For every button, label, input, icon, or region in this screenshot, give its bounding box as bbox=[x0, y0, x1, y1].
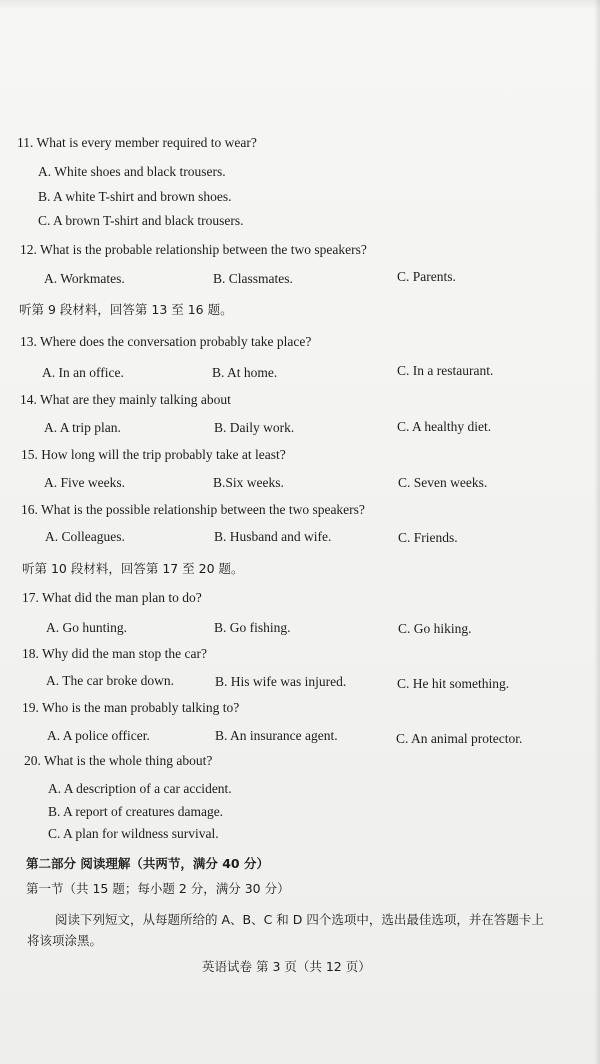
page-footer: 英语试卷 第 3 页（共 12 页） bbox=[202, 959, 371, 974]
question-13-option-c: C. In a restaurant. bbox=[397, 363, 494, 378]
instruction-segment-9: 听第 9 段材料，回答第 13 至 16 题。 bbox=[19, 302, 233, 317]
question-13-option-b: B. At home. bbox=[212, 365, 278, 380]
question-18-stem: 18. Why did the man stop the car? bbox=[22, 646, 207, 661]
question-17-option-a: A. Go hunting. bbox=[46, 620, 127, 635]
question-16-option-a: A. Colleagues. bbox=[45, 529, 125, 544]
question-12-option-a: A. Workmates. bbox=[44, 271, 125, 286]
question-18-option-a: A. The car broke down. bbox=[46, 673, 174, 688]
part-2-heading: 第二部分 阅读理解（共两节，满分 40 分） bbox=[26, 856, 269, 871]
question-13-stem: 13. Where does the conversation probably take place? bbox=[20, 334, 312, 349]
question-16-option-c: C. Friends. bbox=[398, 530, 458, 545]
question-20-stem: 20. What is the whole thing about? bbox=[24, 753, 213, 768]
question-19-option-a: A. A police officer. bbox=[47, 728, 150, 743]
question-19-option-c: C. An animal protector. bbox=[396, 731, 523, 746]
question-11-stem: 11. What is every member required to wear? bbox=[17, 135, 257, 150]
question-17-option-b: B. Go fishing. bbox=[214, 620, 291, 635]
question-15-stem: 15. How long will the trip probably take at least? bbox=[21, 447, 286, 462]
question-18-option-b: B. His wife was injured. bbox=[215, 674, 347, 689]
question-15-option-c: C. Seven weeks. bbox=[398, 475, 488, 490]
question-16-stem: 16. What is the possible relationship between the two speakers? bbox=[21, 502, 365, 517]
section-1-heading: 第一节（共 15 题；每小题 2 分，满分 30 分） bbox=[26, 881, 290, 896]
question-20-option-c: C. A plan for wildness survival. bbox=[48, 826, 219, 841]
question-17-stem: 17. What did the man plan to do? bbox=[22, 590, 202, 605]
scan-shadow-edge bbox=[594, 0, 600, 1064]
question-18-option-c: C. He hit something. bbox=[397, 676, 510, 691]
scan-shadow-top bbox=[0, 0, 600, 10]
question-12-option-b: B. Classmates. bbox=[213, 271, 293, 286]
question-20-option-a: A. A description of a car accident. bbox=[48, 781, 232, 796]
question-11-option-a: A. White shoes and black trousers. bbox=[38, 164, 226, 179]
question-13-option-a: A. In an office. bbox=[42, 365, 124, 380]
question-12-stem: 12. What is the probable relationship between the two speakers? bbox=[20, 242, 367, 257]
question-11-option-b: B. A white T-shirt and brown shoes. bbox=[38, 189, 232, 204]
instruction-segment-10: 听第 10 段材料，回答第 17 至 20 题。 bbox=[22, 561, 244, 576]
question-14-stem: 14. What are they mainly talking about bbox=[20, 392, 231, 407]
question-12-option-c: C. Parents. bbox=[397, 269, 456, 284]
question-20-option-b: B. A report of creatures damage. bbox=[48, 804, 224, 819]
question-11-option-c: C. A brown T-shirt and black trousers. bbox=[38, 213, 244, 228]
question-14-option-a: A. A trip plan. bbox=[44, 420, 121, 435]
reading-directions-line-2: 将该项涂黑。 bbox=[27, 933, 103, 948]
question-15-option-a: A. Five weeks. bbox=[44, 475, 125, 490]
question-15-option-b: B.Six weeks. bbox=[213, 475, 284, 490]
question-17-option-c: C. Go hiking. bbox=[398, 621, 472, 636]
question-14-option-c: C. A healthy diet. bbox=[397, 419, 492, 434]
reading-directions-line-1: 阅读下列短文，从每题所给的 A、B、C 和 D 四个选项中，选出最佳选项，并在答题卡上 bbox=[55, 912, 544, 927]
question-19-stem: 19. Who is the man probably talking to? bbox=[22, 700, 240, 715]
question-14-option-b: B. Daily work. bbox=[214, 420, 295, 435]
question-19-option-b: B. An insurance agent. bbox=[215, 728, 338, 743]
question-16-option-b: B. Husband and wife. bbox=[214, 529, 332, 544]
